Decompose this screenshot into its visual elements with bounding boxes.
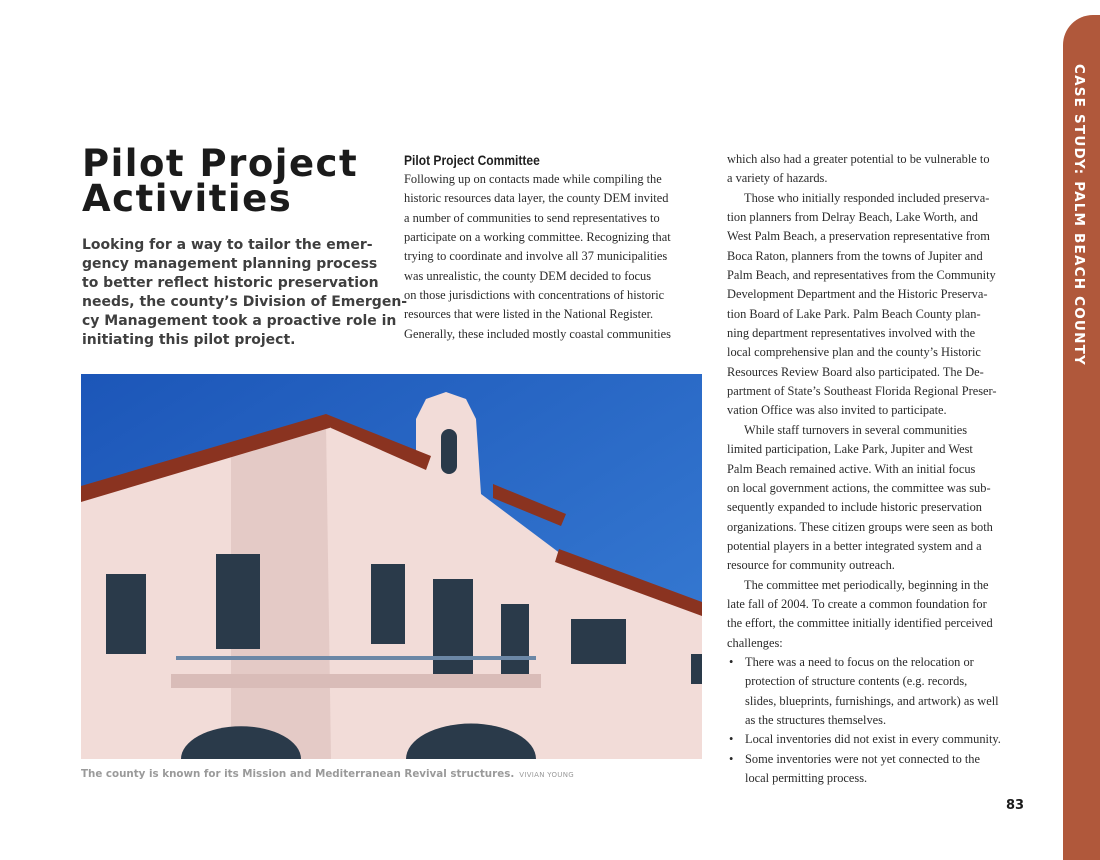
body-line: partment of State’s Southeast Florida Regional Preser- — [727, 384, 997, 399]
text-column-left — [404, 150, 704, 344]
body-line: Following up on contacts made while compiling the — [404, 172, 662, 186]
title-line: Activities — [82, 177, 293, 220]
body-line: local comprehensive plan and the county’s Historic — [727, 345, 981, 360]
list-line: Local inventories did not exist in every community. — [745, 732, 1001, 747]
list-line: slides, blueprints, furnishings, and artwork) as well — [745, 693, 999, 708]
bullet-icon: • — [729, 732, 734, 747]
building-photo — [81, 374, 702, 759]
body-line: Generally, these included mostly coastal communities — [404, 326, 671, 341]
body-line: Development Department and the Historic Preserva- — [727, 287, 988, 302]
body-line: Those who initially responded included preserva- — [744, 190, 990, 205]
body-paragraph — [727, 421, 1027, 576]
list-line: Some inventories were not yet connected to the — [745, 751, 981, 766]
list-line: protection of structure contents (e.g. records, — [745, 674, 968, 689]
body-line: a variety of hazards. — [727, 171, 828, 186]
body-line: sequently expanded to include historic preservation — [727, 500, 982, 515]
tower-opening — [441, 429, 457, 474]
body-line: on those jurisdictions with concentrations of historic — [404, 288, 665, 303]
balcony-rail — [176, 656, 536, 660]
title-line: Pilot Project — [82, 142, 359, 185]
body-line: trying to coordinate and involve all 37 municipalities — [404, 249, 668, 264]
list-item — [727, 730, 1027, 749]
bullet-icon: • — [729, 751, 734, 766]
body-line: tion planners from Delray Beach, Lake Worth, and — [727, 210, 978, 225]
body-paragraph — [727, 189, 1027, 421]
body-line: tion Board of Lake Park. Palm Beach County plan- — [727, 306, 981, 321]
list-item — [727, 750, 1027, 789]
body-line: the effort, the committee initially identified perceived — [727, 616, 993, 631]
body-line: Boca Raton, planners from the towns of Jupiter and — [727, 248, 983, 263]
body-line: which also had a greater potential to be vulnerable to — [727, 152, 990, 166]
page-number: 83 — [1006, 798, 1025, 813]
intro-paragraph — [82, 236, 408, 350]
window — [371, 564, 405, 644]
intro-line: gency management planning process — [82, 256, 378, 272]
list-item — [727, 653, 1027, 730]
window — [501, 604, 529, 674]
body-paragraph — [404, 170, 704, 344]
body-line: West Palm Beach, a preservation representative from — [727, 229, 990, 244]
body-line: The committee met periodically, beginning in the — [744, 577, 989, 592]
section-tab-label: CASE STUDY: PALM BEACH COUNTY — [1071, 64, 1087, 366]
intro-line: needs, the county’s Division of Emergen- — [82, 294, 408, 310]
body-line: on local government actions, the committee was sub- — [727, 480, 991, 495]
body-paragraph — [727, 150, 1027, 189]
bullet-icon: • — [729, 654, 734, 669]
intro-line: to better reflect historic preservation — [82, 275, 379, 291]
photo-credit: VIVIAN YOUNG — [519, 771, 574, 779]
intro-line: Looking for a way to tailor the emer- — [82, 237, 373, 253]
body-paragraph — [727, 576, 1027, 653]
list-line: as the structures themselves. — [745, 712, 887, 727]
list-line: There was a need to focus on the relocation or — [745, 654, 974, 669]
challenge-list — [727, 653, 1027, 788]
body-line: resources that were listed in the National Register. — [404, 307, 654, 322]
body-line: Palm Beach, and representatives from the Community — [727, 268, 996, 283]
window — [433, 579, 473, 679]
caption-text: The county is known for its Mission and Mediterranean Revival structures. — [81, 768, 515, 780]
window — [571, 619, 626, 664]
body-line: a number of communities to send representatives to — [404, 210, 660, 225]
body-line: challenges: — [727, 635, 783, 650]
body-line: was unrealistic, the county DEM decided to focus — [404, 268, 652, 283]
list-line: local permitting process. — [745, 771, 868, 785]
body-line: limited participation, Lake Park, Jupiter and West — [727, 442, 973, 457]
body-line: vation Office was also invited to participate. — [727, 403, 947, 418]
page-title — [82, 142, 359, 220]
text-column-right — [727, 150, 1027, 788]
body-line: potential players in a better integrated system and a — [727, 538, 982, 553]
window — [691, 654, 702, 684]
body-line: resource for community outreach. — [727, 558, 895, 573]
body-line: Palm Beach remained active. With an initial focus — [727, 461, 976, 476]
body-line: participate on a working committee. Recognizing that — [404, 230, 671, 245]
intro-line: initiating this pilot project. — [82, 332, 296, 348]
section-heading: Pilot Project Committee — [404, 152, 540, 168]
balcony-base — [171, 674, 541, 688]
photo-caption — [81, 768, 574, 780]
intro-line: cy Management took a proactive role in — [82, 313, 397, 329]
body-line: organizations. These citizen groups were seen as both — [727, 519, 993, 534]
building-illustration — [81, 374, 702, 759]
body-line: While staff turnovers in several communities — [744, 422, 968, 437]
window — [106, 574, 146, 654]
window — [216, 554, 260, 649]
body-line: historic resources data layer, the county DEM invited — [404, 191, 669, 206]
body-line: late fall of 2004. To create a common foundation for — [727, 596, 987, 611]
body-line: ning department representatives involved with the — [727, 326, 976, 341]
body-line: Resources Review Board also participated. The De- — [727, 364, 984, 379]
